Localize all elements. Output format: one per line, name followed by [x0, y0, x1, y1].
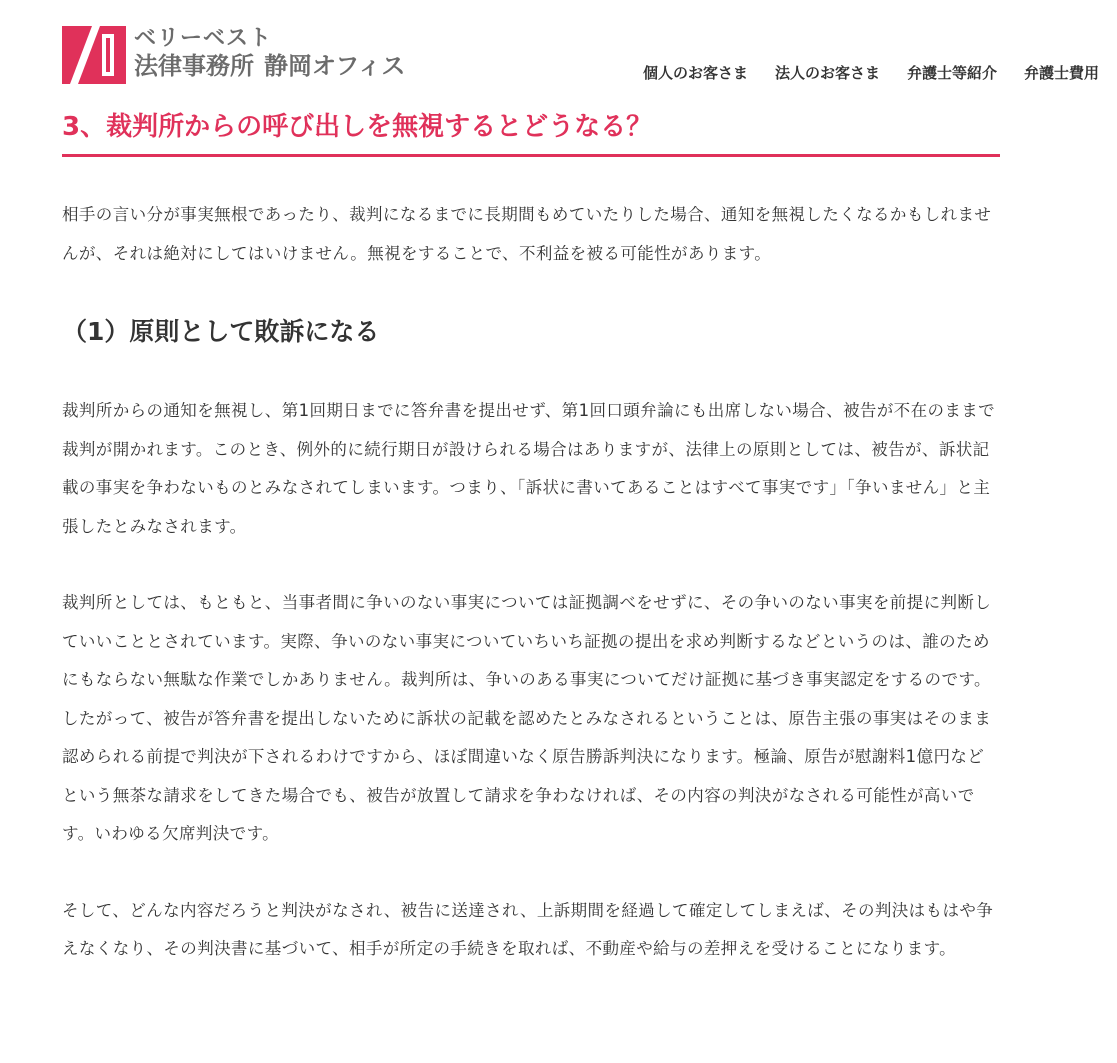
- body-paragraph: 裁判所からの通知を無視し、第1回期日までに答弁書を提出せず、第1回口頭弁論にも出席しない場合、被告が不在のままで裁判が開かれます。このとき、例外的に続行期日が設けられる場合はありますが、法律上の原則としては、被告が、訴状記載の事実を争わないものとみなされてしまいます。つまり、「訴状に書いてあることはすべて事実です」「争いません」と主張したとみなされます。: [62, 401, 996, 536]
- site-logo[interactable]: [62, 26, 405, 84]
- article-content: [62, 100, 1000, 969]
- main-nav: [616, 62, 1099, 83]
- logo-line1: ベリーベスト: [134, 26, 273, 51]
- nav-item-lawyers[interactable]: 弁護士等紹介: [906, 64, 997, 82]
- nav-item-fees[interactable]: 弁護士費用: [1023, 64, 1099, 82]
- nav-item-individual[interactable]: 個人のお客さま: [642, 64, 748, 82]
- logo-line2: [134, 54, 405, 78]
- body-paragraph: そして、どんな内容だろうと判決がなされ、被告に送達され、上訴期間を経過して確定してしまえば、その判決はもはや争えなくなり、その判決書に基づいて、相手が所定の手続きを取れば、不動産や給与の差押えを受けることになります。: [62, 900, 994, 958]
- section-heading: 3、裁判所からの呼び出しを無視するとどうなる？: [62, 100, 1000, 157]
- logo-office-name: 静岡オフィス: [264, 52, 406, 80]
- logo-text: [134, 28, 405, 78]
- site-header: [0, 0, 1117, 100]
- intro-paragraph: 相手の言い分が事実無根であったり、裁判になるまでに長期間もめていたりした場合、通知を無視したくなるかもしれませんが、それは絶対にしてはいけません。無視をすることで、不利益を被る可能性があります。: [62, 205, 992, 263]
- logo-mark-icon: [62, 26, 126, 84]
- nav-item-corporate[interactable]: 法人のお客さま: [774, 64, 880, 82]
- body-paragraph: 裁判所としては、もともと、当事者間に争いのない事実については証拠調べをせずに、その争いのない事実を前提に判断していいこととされています。実際、争いのない事実についていちいち証拠の提出を求め判断するなどというのは、誰のためにもならない無駄な作業でしかありません。裁判所は、争いのある事実についてだけ証拠に基づき事実認定をするのです。したがって、被告が答弁書を提出しないために訴状の記載を認めたとみなされるということは、原告主張の事実はそのまま認められる前提で判決が下されるわけですから、ほぼ間違いなく原告勝訴判決になります。極論、原告が慰謝料1億円などという無茶な請求をしてきた場合でも、被告が放置して請求を争わなければ、その内容の判決がなされる可能性が高いです。いわゆる欠席判決です。: [62, 593, 992, 843]
- logo-firm-name: 法律事務所: [134, 52, 254, 80]
- subheading: （1）原則として敗訴になる: [62, 317, 380, 346]
